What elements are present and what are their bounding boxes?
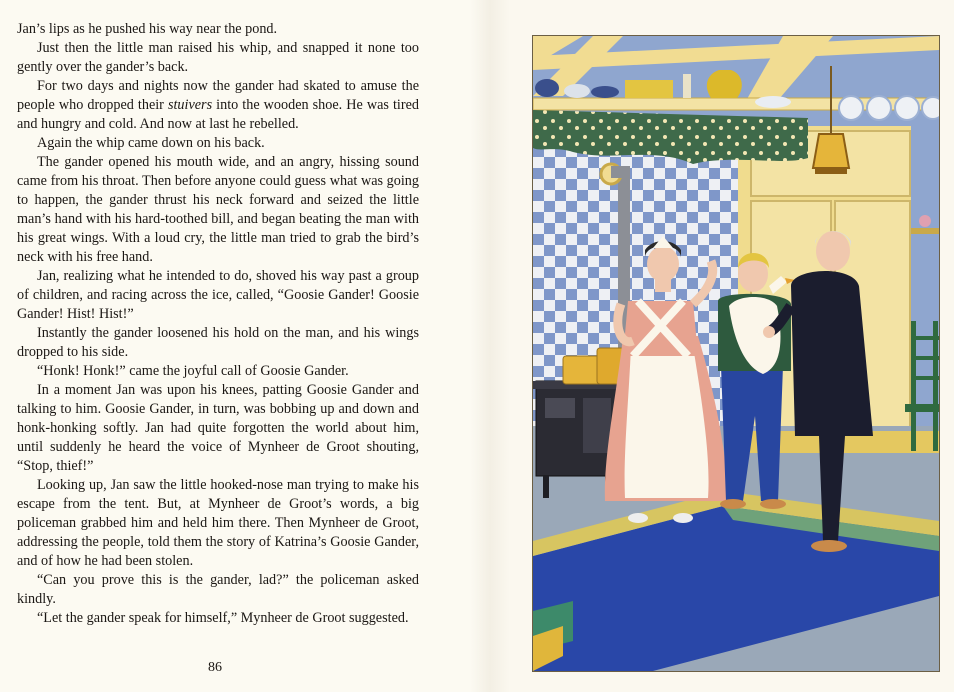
kitchen-illustration [532,35,940,672]
paragraph: For two days and nights now the gander had skated to amuse the people who dropped their stuivers into the wooden shoe. He was tired and hungry and cold. And now at last he rebelled. [17,78,419,132]
pot [563,356,601,384]
story-text [17,20,419,628]
paragraph: Just then the little man raised his whip, and snapped it none too gently over the gander’s back. [17,40,419,75]
paragraph: In a moment Jan was upon his knees, patting Goosie Gander and talking to him. Goosie Gander, in turn, was bobbing up and down and honk-honking softly. Jan had quite forgotten the world about him, until suddenly he heard the voice of Mynheer de Groot shouting, “Stop, thief!” [17,382,419,474]
bowl [564,84,590,98]
plate [755,96,791,108]
paragraph: “Can you prove this is the gander, lad?” the policeman asked kindly. [17,572,419,607]
italic-word: stuivers [167,97,213,113]
book-gutter [470,0,510,692]
plate [867,96,891,120]
paragraph: “Honk! Honk!” came the joyful call of Goosie Gander. [37,363,349,379]
paragraph: Jan’s lips as he pushed his way near the pond. [17,21,278,37]
plate [922,97,939,119]
paragraph: Instantly the gander loosened his hold on the man, and his wings dropped to his side. [17,325,419,360]
page-number: 86 [208,660,222,675]
bowl [591,86,619,98]
plate [839,96,863,120]
left-page [0,0,470,692]
paragraph: Looking up, Jan saw the little hooked-nose man trying to make his escape from the tent. But, at Mynheer de Groot’s words, a big policeman grabbed him and held him there. Then Mynheer de Groot, addressing the people, told them the story of Katrina’s Goosie Gander, and of how he had been stolen. [17,477,419,569]
bowl [535,79,559,97]
bottle [683,74,691,98]
paragraph: “Let the gander speak for himself,” Mynheer de Groot suggested. [37,610,409,626]
tin [625,80,673,98]
paragraph: The gander opened his mouth wide, and an angry, hissing sound came from his throat. Then before anyone could guess what was going to happen, the gander thrust his neck forward and seized the little man’s hand with his hard-toothed bill, and began beating the man with his great wings. With a loud cry, the little man tried to grab the bird’s neck with his free hand. [17,154,419,265]
plate [895,96,919,120]
jug [707,70,742,98]
paragraph: Again the whip came down on his back. [37,135,265,151]
hanging-lamp [813,134,849,168]
paragraph: Jan, realizing what he intended to do, shoved his way past a group of children, and racing across the ice, called, “Goosie Gander! Goosie Gander! Hist! Hist!” [17,268,419,322]
